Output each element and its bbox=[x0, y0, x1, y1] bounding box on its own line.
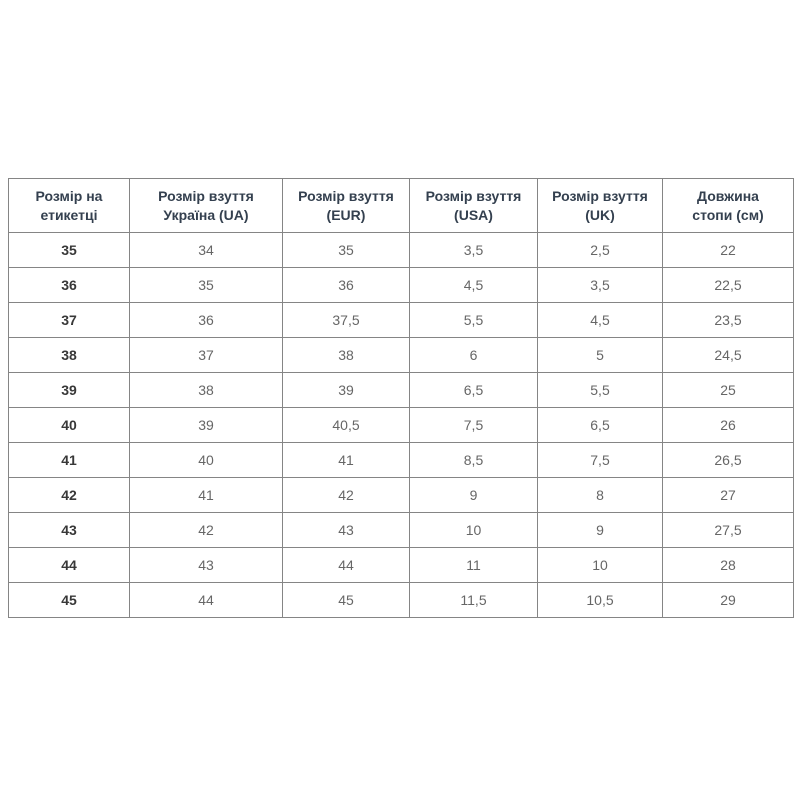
size-value-cell: 5 bbox=[538, 338, 663, 373]
table-row bbox=[9, 408, 794, 443]
table-row bbox=[9, 548, 794, 583]
label-size-cell: 43 bbox=[9, 513, 130, 548]
size-value-cell: 42 bbox=[283, 478, 410, 513]
size-value-cell: 27 bbox=[663, 478, 794, 513]
size-value-cell: 37,5 bbox=[283, 303, 410, 338]
header-cell: Розмір на етикетці bbox=[9, 179, 130, 233]
size-value-cell: 6 bbox=[410, 338, 538, 373]
label-size-cell: 37 bbox=[9, 303, 130, 338]
size-value-cell: 41 bbox=[130, 478, 283, 513]
label-size-cell: 39 bbox=[9, 373, 130, 408]
size-value-cell: 4,5 bbox=[538, 303, 663, 338]
size-value-cell: 37 bbox=[130, 338, 283, 373]
size-value-cell: 10 bbox=[410, 513, 538, 548]
size-value-cell: 28 bbox=[663, 548, 794, 583]
size-value-cell: 10 bbox=[538, 548, 663, 583]
size-value-cell: 45 bbox=[283, 583, 410, 618]
table-row bbox=[9, 583, 794, 618]
size-value-cell: 7,5 bbox=[410, 408, 538, 443]
size-value-cell: 10,5 bbox=[538, 583, 663, 618]
size-value-cell: 11,5 bbox=[410, 583, 538, 618]
label-size-cell: 44 bbox=[9, 548, 130, 583]
size-value-cell: 38 bbox=[130, 373, 283, 408]
size-value-cell: 2,5 bbox=[538, 233, 663, 268]
size-value-cell: 24,5 bbox=[663, 338, 794, 373]
header-cell: Розмір взуття Україна (UA) bbox=[130, 179, 283, 233]
size-value-cell: 9 bbox=[538, 513, 663, 548]
size-value-cell: 23,5 bbox=[663, 303, 794, 338]
size-value-cell: 26,5 bbox=[663, 443, 794, 478]
size-value-cell: 36 bbox=[283, 268, 410, 303]
size-value-cell: 3,5 bbox=[538, 268, 663, 303]
size-value-cell: 3,5 bbox=[410, 233, 538, 268]
size-value-cell: 27,5 bbox=[663, 513, 794, 548]
size-value-cell: 43 bbox=[283, 513, 410, 548]
size-value-cell: 8,5 bbox=[410, 443, 538, 478]
size-value-cell: 5,5 bbox=[410, 303, 538, 338]
table-row bbox=[9, 338, 794, 373]
size-value-cell: 26 bbox=[663, 408, 794, 443]
table-row bbox=[9, 478, 794, 513]
table-body bbox=[9, 233, 794, 618]
header-cell: Розмір взуття (USA) bbox=[410, 179, 538, 233]
label-size-cell: 41 bbox=[9, 443, 130, 478]
header-cell: Довжина стопи (см) bbox=[663, 179, 794, 233]
size-value-cell: 7,5 bbox=[538, 443, 663, 478]
size-value-cell: 25 bbox=[663, 373, 794, 408]
size-value-cell: 40,5 bbox=[283, 408, 410, 443]
size-value-cell: 9 bbox=[410, 478, 538, 513]
size-value-cell: 22,5 bbox=[663, 268, 794, 303]
size-value-cell: 34 bbox=[130, 233, 283, 268]
size-value-cell: 35 bbox=[130, 268, 283, 303]
size-value-cell: 22 bbox=[663, 233, 794, 268]
size-value-cell: 43 bbox=[130, 548, 283, 583]
table-row bbox=[9, 513, 794, 548]
size-value-cell: 6,5 bbox=[410, 373, 538, 408]
header-cell: Розмір взуття (UK) bbox=[538, 179, 663, 233]
header-row bbox=[9, 179, 794, 233]
label-size-cell: 36 bbox=[9, 268, 130, 303]
size-value-cell: 44 bbox=[130, 583, 283, 618]
table-row bbox=[9, 303, 794, 338]
size-value-cell: 39 bbox=[130, 408, 283, 443]
label-size-cell: 42 bbox=[9, 478, 130, 513]
size-value-cell: 5,5 bbox=[538, 373, 663, 408]
size-value-cell: 4,5 bbox=[410, 268, 538, 303]
size-value-cell: 36 bbox=[130, 303, 283, 338]
table-row bbox=[9, 373, 794, 408]
size-value-cell: 40 bbox=[130, 443, 283, 478]
size-value-cell: 6,5 bbox=[538, 408, 663, 443]
label-size-cell: 38 bbox=[9, 338, 130, 373]
table-row bbox=[9, 443, 794, 478]
size-value-cell: 8 bbox=[538, 478, 663, 513]
size-value-cell: 42 bbox=[130, 513, 283, 548]
table-row bbox=[9, 268, 794, 303]
size-value-cell: 41 bbox=[283, 443, 410, 478]
label-size-cell: 40 bbox=[9, 408, 130, 443]
header-cell: Розмір взуття (EUR) bbox=[283, 179, 410, 233]
size-value-cell: 35 bbox=[283, 233, 410, 268]
shoe-size-conversion-table bbox=[8, 178, 794, 618]
size-value-cell: 44 bbox=[283, 548, 410, 583]
table-row bbox=[9, 233, 794, 268]
size-value-cell: 38 bbox=[283, 338, 410, 373]
size-value-cell: 39 bbox=[283, 373, 410, 408]
label-size-cell: 45 bbox=[9, 583, 130, 618]
size-value-cell: 29 bbox=[663, 583, 794, 618]
label-size-cell: 35 bbox=[9, 233, 130, 268]
size-value-cell: 11 bbox=[410, 548, 538, 583]
